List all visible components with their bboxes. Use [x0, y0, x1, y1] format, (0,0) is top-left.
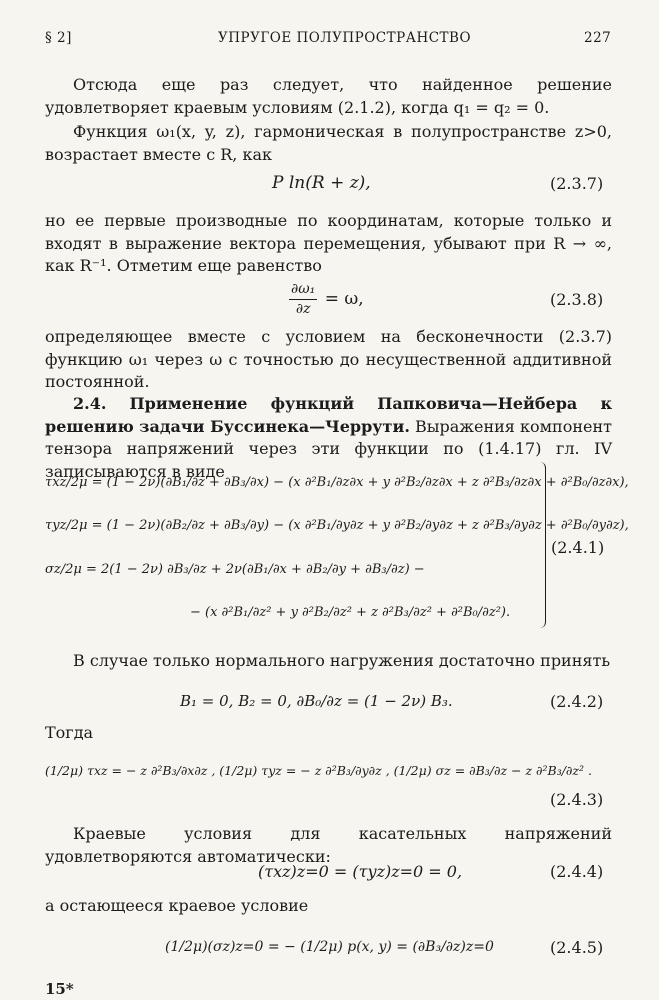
equation-2-4-4: (τxz)z=0 = (τyz)z=0 = 0,	[258, 862, 463, 881]
equation-2-3-7: P ln(R + z),	[272, 173, 371, 193]
equation-number-2-4-2: (2.4.2)	[550, 692, 604, 711]
section-ref: § 2]	[45, 30, 72, 46]
paragraph-5-body: Выражения компонент тензора напряжений через эти функции по (1.4.17) гл. IV записываются в виде	[45, 416, 612, 481]
equation-2-4-1-row-4: − (x ∂²B₁/∂z² + y ∂²B₂/∂z² + z ∂²B₃/∂z² + ∂²B₀/∂z²).	[190, 605, 511, 620]
paragraph-7: Тогда	[45, 723, 94, 742]
section-heading: 2.4. Применение функций Папковича—Нейбера к решению задачи Буссинека—Черрути.	[45, 394, 612, 436]
equation-number-2-3-8: (2.3.8)	[550, 290, 604, 309]
equation-2-3-8	[287, 280, 364, 319]
eq238-rhs: = ω,	[324, 289, 364, 309]
equation-2-4-1-row-2: τyz/2μ = (1 − 2ν)(∂B₂/∂z + ∂B₃/∂y) − (x ∂²B₁/∂y∂z + y ∂²B₂/∂y∂z + z ∂²B₃/∂y∂z + ∂²B₀/∂y∂z),	[45, 518, 629, 533]
equation-number-2-4-5: (2.4.5)	[550, 938, 604, 957]
paragraph-6: В случае только нормального нагружения достаточно принять	[73, 651, 611, 670]
paragraph-4: определяющее вместе с условием на бесконечности (2.3.7) функцию ω₁ через ω с точностью до несущественной аддитивной постоянной.	[45, 327, 612, 391]
paragraph-2: Функция ω₁(x, y, z), гармоническая в полупространстве z>0, возрастает вместе с R, как	[45, 122, 612, 164]
equation-brace	[537, 462, 546, 628]
equation-2-4-3: (1/2μ) τxz = − z ∂²B₃/∂x∂z , (1/2μ) τyz = − z ∂²B₃/∂y∂z , (1/2μ) σz = ∂B₃/∂z − z ∂²B₃/∂z² .	[45, 763, 592, 778]
equation-2-4-5: (1/2μ)(σz)z=0 = − (1/2μ) p(x, y) = (∂B₃/∂z)z=0	[165, 939, 494, 955]
paragraph-9: а остающееся краевое условие	[45, 896, 309, 915]
equation-2-4-1-row-3: σz/2μ = 2(1 − 2ν) ∂B₃/∂z + 2ν(∂B₁/∂x + ∂B₂/∂y + ∂B₃/∂z) −	[45, 562, 425, 577]
equation-number-2-4-3: (2.4.3)	[550, 790, 604, 809]
running-title: УПРУГОЕ ПОЛУПРОСТРАНСТВО	[218, 30, 472, 46]
page-number: 227	[584, 30, 612, 46]
eq238-den: ∂z	[289, 299, 317, 319]
equation-number-2-4-4: (2.4.4)	[550, 862, 604, 881]
equation-2-4-2: B₁ = 0, B₂ = 0, ∂B₀/∂z = (1 − 2ν) B₃.	[180, 692, 453, 710]
paragraph-3: но ее первые производные по координатам, которые только и входят в выражение вектора перемещения, убывают при R → ∞, как R⁻¹. Отметим еще равенство	[45, 211, 612, 275]
paragraph-1: Отсюда еще раз следует, что найденное решение удовлетворяет краевым условиям (2.1.2), когда q₁ = q₂ = 0.	[45, 75, 612, 117]
eq238-num: ∂ω₁	[291, 281, 316, 297]
signature-mark: 15*	[45, 980, 74, 998]
equation-number-2-3-7: (2.3.7)	[550, 174, 604, 193]
paragraph-8: Краевые условия для касательных напряжений удовлетворяются автоматически:	[45, 824, 612, 866]
paragraph-5	[45, 393, 612, 483]
equation-number-2-4-1: (2.4.1)	[551, 538, 605, 557]
equation-2-4-1-row-1: τxz/2μ = (1 − 2ν)(∂B₁/∂z + ∂B₃/∂x) − (x ∂²B₁/∂z∂x + y ∂²B₂/∂z∂x + z ∂²B₃/∂z∂x + ∂²B₀/∂z∂x),	[45, 475, 629, 490]
